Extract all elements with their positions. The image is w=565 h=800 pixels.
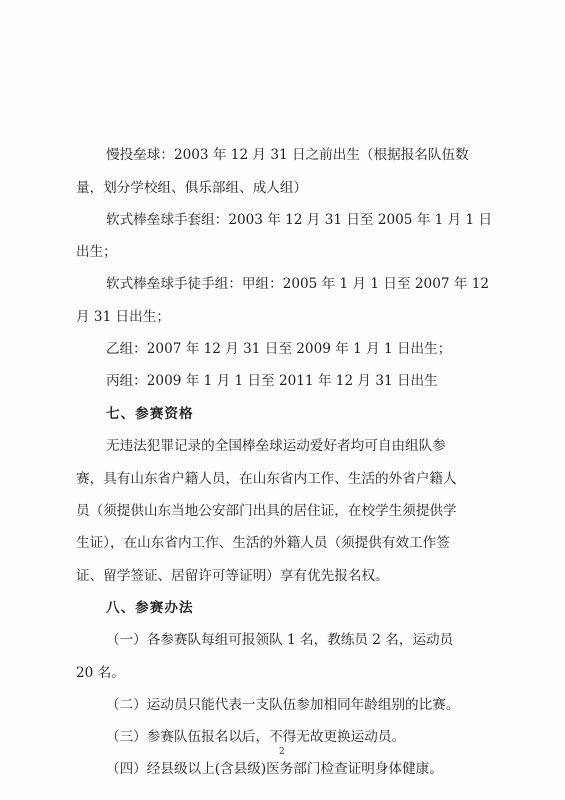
text-line-rule-1-cont: 20 名。 bbox=[76, 665, 125, 681]
text-line-rule-1: （一）各参赛队每组可报领队 1 名，教练员 2 名，运动员 bbox=[106, 632, 454, 648]
text-line-slowpitch: 慢投垒球：2003 年 12 月 31 日之前出生（根据报名队伍数 bbox=[106, 147, 469, 163]
text-line-group-c: 丙组：2009 年 1 月 1 日至 2011 年 12 月 31 日出生 bbox=[106, 373, 438, 389]
text-line-rule-3: （三）参赛队伍报名以后，不得无故更换运动员。 bbox=[106, 729, 406, 745]
page-number: 2 bbox=[279, 747, 285, 757]
text-line-rule-4: （四）经县级以上(含县级)医务部门检查证明身体健康。 bbox=[106, 761, 443, 777]
text-line-eligibility-5: 证、留学签证、居留许可等证明）享有优先报名权。 bbox=[76, 568, 389, 584]
text-line-eligibility-4: 生证），在山东省内工作、生活的外籍人员（须提供有效工作签 bbox=[76, 535, 450, 551]
section-heading-participation: 八、参赛办法 bbox=[106, 600, 194, 616]
text-line-rule-2: （二）运动员只能代表一支队伍参加相同年龄组别的比赛。 bbox=[106, 697, 460, 713]
text-line-barehand-group: 软式棒垒球手徒手组：甲组：2005 年 1 月 1 日至 2007 年 12 bbox=[106, 276, 490, 292]
text-line-eligibility-2: 赛，具有山东省户籍人员，在山东省内工作、生活的外省户籍人 bbox=[76, 471, 457, 487]
text-line-slowpitch-cont: 量，划分学校组、俱乐部组、成人组） bbox=[76, 180, 308, 196]
text-line-eligibility-3: 员（须提供山东当地公安部门出具的居住证，在校学生须提供学 bbox=[76, 503, 457, 519]
text-line-eligibility-1: 无违法犯罪记录的全国棒垒球运动爱好者均可自由组队参 bbox=[106, 438, 446, 454]
section-heading-eligibility: 七、参赛资格 bbox=[106, 406, 194, 422]
text-line-group-b: 乙组：2007 年 12 月 31 日至 2009 年 1 月 1 日出生； bbox=[106, 341, 452, 357]
text-line-barehand-group-cont: 月 31 日出生； bbox=[76, 309, 170, 325]
text-line-glove-group: 软式棒垒球手套组：2003 年 12 月 31 日至 2005 年 1 月 1 日 bbox=[106, 212, 493, 228]
text-line-glove-group-cont: 出生； bbox=[76, 244, 117, 260]
